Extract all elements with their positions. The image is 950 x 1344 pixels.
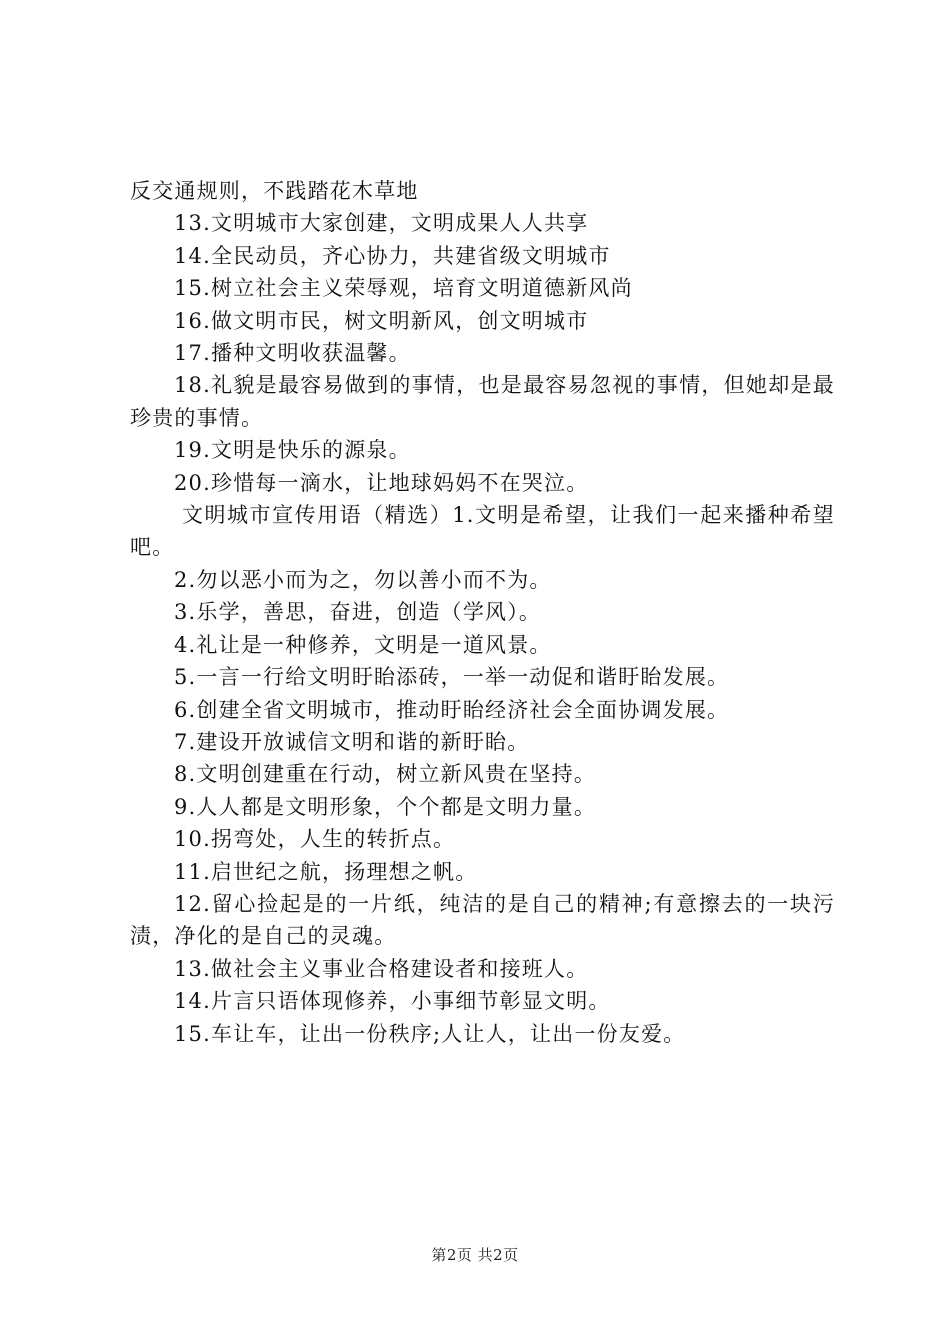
paragraph: 11.启世纪之航，扬理想之帆。 bbox=[174, 859, 478, 884]
paragraph: 13.文明城市大家创建，文明成果人人共享 bbox=[174, 211, 589, 236]
paragraph: 14.全民动员，齐心协力，共建省级文明城市 bbox=[174, 243, 611, 268]
section-heading-paragraph: 文明城市宣传用语（精选）1.文明是希望，让我们一起来播种希望吧。 bbox=[130, 503, 835, 560]
paragraph: 12.留心捡起是的一片纸，纯洁的是自己的精神;有意擦去的一块污渍，净化的是自己的灵魂。 bbox=[130, 891, 835, 949]
paragraph: 15.车让车，让出一份秩序;人让人，让出一份友爱。 bbox=[174, 1021, 686, 1046]
document-body bbox=[130, 175, 835, 1050]
paragraph: 15.树立社会主义荣辱观，培育文明道德新风尚 bbox=[174, 276, 633, 301]
paragraph: 5.一言一行给文明盱眙添砖，一举一动促和谐盱眙发展。 bbox=[174, 665, 730, 690]
paragraph: 7.建设开放诚信文明和谐的新盱眙。 bbox=[174, 729, 530, 754]
paragraph: 17.播种文明收获温馨。 bbox=[174, 341, 411, 366]
paragraph: 9.人人都是文明形象，个个都是文明力量。 bbox=[174, 794, 597, 819]
paragraph: 13.做社会主义事业合格建设者和接班人。 bbox=[174, 956, 589, 981]
paragraph: 20.珍惜每一滴水，让地球妈妈不在哭泣。 bbox=[174, 470, 589, 495]
paragraph: 6.创建全省文明城市，推动盱眙经济社会全面协调发展。 bbox=[174, 697, 730, 722]
paragraph: 4.礼让是一种修养，文明是一道风景。 bbox=[174, 632, 552, 657]
paragraph: 10.拐弯处，人生的转折点。 bbox=[174, 827, 456, 852]
paragraph: 19.文明是快乐的源泉。 bbox=[174, 438, 411, 463]
paragraph: 16.做文明市民，树文明新风，创文明城市 bbox=[174, 308, 589, 333]
page-footer bbox=[0, 1244, 950, 1265]
page-number-label: 第2页 共2页 bbox=[431, 1246, 519, 1264]
paragraph: 14.片言只语体现修养，小事细节彰显文明。 bbox=[174, 989, 611, 1014]
paragraph: 8.文明创建重在行动，树立新风贵在坚持。 bbox=[174, 762, 597, 787]
paragraph: 反交通规则，不践踏花木草地 bbox=[130, 179, 419, 203]
paragraph: 2.勿以恶小而为之，勿以善小而不为。 bbox=[174, 567, 552, 592]
paragraph: 18.礼貌是最容易做到的事情，也是最容易忽视的事情，但她却是最珍贵的事情。 bbox=[130, 373, 835, 430]
paragraph: 3.乐学，善思，奋进，创造（学风）。 bbox=[174, 600, 542, 625]
